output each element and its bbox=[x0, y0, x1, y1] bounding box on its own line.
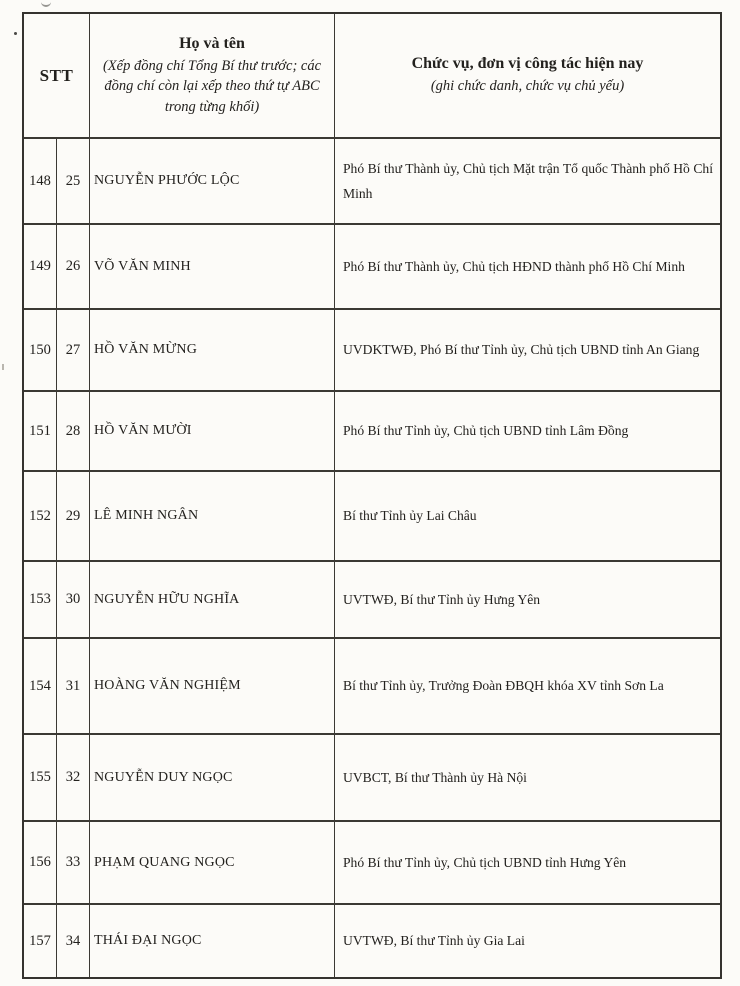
cell-stt: 152 bbox=[24, 472, 57, 560]
cell-stt: 157 bbox=[24, 905, 57, 977]
cell-stt: 150 bbox=[24, 310, 57, 390]
cell-position-text: UVTWĐ, Bí thư Tỉnh ủy Gia Lai bbox=[343, 933, 525, 949]
cell-name: VÕ VĂN MINH bbox=[90, 225, 335, 308]
table-row bbox=[24, 470, 720, 560]
table-row bbox=[24, 733, 720, 820]
cell-position-text: UVBCT, Bí thư Thành ủy Hà Nội bbox=[343, 769, 527, 785]
cell-position bbox=[335, 735, 720, 820]
cell-position-text: Phó Bí thư Thành ủy, Chủ tịch HĐND thành phố Hồ Chí Minh bbox=[343, 258, 685, 274]
table-row bbox=[24, 390, 720, 470]
cell-position bbox=[335, 225, 720, 308]
scan-artifact-mark bbox=[41, 0, 51, 7]
cell-name: HOÀNG VĂN NGHIỆM bbox=[90, 639, 335, 733]
cell-position bbox=[335, 139, 720, 223]
cell-order-number: 30 bbox=[57, 562, 90, 637]
cell-position-text: Phó Bí thư Thành ủy, Chủ tịch Mặt trận Tổ quốc Thành phố Hồ Chí Minh bbox=[343, 160, 713, 201]
table-row bbox=[24, 903, 720, 977]
scan-artifact-dot bbox=[14, 32, 17, 35]
header-position-title: Chức vụ, đơn vị công tác hiện nay bbox=[411, 55, 644, 73]
table-row bbox=[24, 820, 720, 903]
table-row bbox=[24, 560, 720, 637]
header-name bbox=[90, 14, 335, 137]
cell-position bbox=[335, 392, 720, 470]
header-name-title: Họ và tên bbox=[179, 34, 245, 52]
cell-order-number: 28 bbox=[57, 392, 90, 470]
cell-stt: 148 bbox=[24, 139, 57, 223]
cell-order-number: 26 bbox=[57, 225, 90, 308]
header-stt: STT bbox=[24, 14, 90, 137]
personnel-table bbox=[22, 12, 722, 979]
cell-position-text: UVDKTWĐ, Phó Bí thư Tỉnh ủy, Chủ tịch UBND tỉnh An Giang bbox=[343, 342, 700, 358]
cell-position bbox=[335, 472, 720, 560]
cell-order-number: 31 bbox=[57, 639, 90, 733]
table-body bbox=[24, 137, 720, 977]
cell-order-number: 34 bbox=[57, 905, 90, 977]
cell-position-text: Bí thư Tỉnh ủy Lai Châu bbox=[343, 508, 477, 524]
cell-position bbox=[335, 562, 720, 637]
cell-position-text: UVTWĐ, Bí thư Tỉnh ủy Hưng Yên bbox=[343, 591, 541, 607]
header-name-subtitle: (Xếp đồng chí Tổng Bí thư trước; các đồng chí còn lại xếp theo thứ tự ABC trong từng khối) bbox=[102, 57, 322, 115]
cell-name: PHẠM QUANG NGỌC bbox=[90, 822, 335, 903]
cell-name: NGUYỄN HỮU NGHĨA bbox=[90, 562, 335, 637]
cell-position-text: Phó Bí thư Tỉnh ủy, Chủ tịch UBND tỉnh Hưng Yên bbox=[343, 854, 627, 870]
cell-name: NGUYỄN PHƯỚC LỘC bbox=[90, 139, 335, 223]
cell-order-number: 29 bbox=[57, 472, 90, 560]
cell-position-text: Bí thư Tỉnh ủy, Trưởng Đoàn ĐBQH khóa XV tỉnh Sơn La bbox=[343, 678, 664, 694]
cell-position bbox=[335, 310, 720, 390]
cell-name: LÊ MINH NGÂN bbox=[90, 472, 335, 560]
cell-stt: 156 bbox=[24, 822, 57, 903]
cell-position bbox=[335, 639, 720, 733]
cell-position bbox=[335, 905, 720, 977]
header-position-subtitle: (ghi chức danh, chức vụ chủ yếu) bbox=[430, 78, 625, 95]
cell-stt: 149 bbox=[24, 225, 57, 308]
table-row bbox=[24, 223, 720, 308]
cell-stt: 153 bbox=[24, 562, 57, 637]
cell-position bbox=[335, 822, 720, 903]
cell-order-number: 27 bbox=[57, 310, 90, 390]
cell-name: THÁI ĐẠI NGỌC bbox=[90, 905, 335, 977]
cell-position-text: Phó Bí thư Tỉnh ủy, Chủ tịch UBND tỉnh Lâm Đồng bbox=[343, 423, 629, 439]
cell-stt: 151 bbox=[24, 392, 57, 470]
cell-stt: 155 bbox=[24, 735, 57, 820]
cell-stt: 154 bbox=[24, 639, 57, 733]
cell-order-number: 25 bbox=[57, 139, 90, 223]
cell-name: NGUYỄN DUY NGỌC bbox=[90, 735, 335, 820]
table-row bbox=[24, 308, 720, 390]
table-header-row bbox=[24, 14, 720, 137]
scan-artifact-speck bbox=[2, 364, 4, 370]
header-position bbox=[335, 14, 720, 137]
table-row bbox=[24, 137, 720, 223]
cell-order-number: 33 bbox=[57, 822, 90, 903]
cell-order-number: 32 bbox=[57, 735, 90, 820]
cell-name: HỒ VĂN MỪNG bbox=[90, 310, 335, 390]
table-row bbox=[24, 637, 720, 733]
cell-name: HỒ VĂN MƯỜI bbox=[90, 392, 335, 470]
